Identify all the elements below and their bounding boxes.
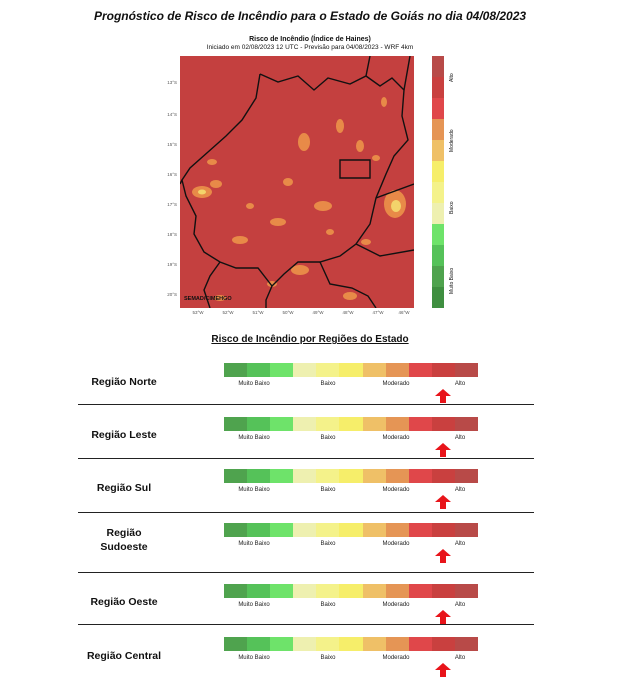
risk-scale-segment	[386, 637, 409, 651]
lon-label: 50°W	[282, 310, 294, 315]
risk-scale-segment	[293, 637, 316, 651]
risk-scale-segment	[455, 584, 478, 598]
risk-scale-segment	[409, 523, 432, 537]
region-row	[78, 578, 534, 625]
scale-label-moderado: Moderado	[382, 487, 410, 493]
risk-scale-segment	[455, 417, 478, 431]
map-credit: SEMAD/CIMEHGO	[184, 296, 232, 302]
level-arrow-icon	[435, 495, 451, 509]
risk-scale-segment	[316, 584, 339, 598]
lat-label: 16°S	[167, 172, 177, 177]
fire-risk-map	[160, 34, 460, 324]
risk-scale-segment	[386, 363, 409, 377]
region-row	[78, 466, 534, 513]
scale-label-muito-baixo: Muito Baixo	[238, 487, 270, 493]
risk-scale-segment	[224, 523, 247, 537]
risk-scale	[224, 417, 478, 431]
risk-scale-segment	[432, 523, 455, 537]
risk-scale-segment	[293, 584, 316, 598]
risk-scale-segment	[363, 363, 386, 377]
scale-label-baixo: Baixo	[320, 487, 336, 493]
colorbar	[432, 56, 444, 308]
risk-scale-segment	[432, 584, 455, 598]
colorbar-label: Baixo	[449, 201, 455, 214]
scale-label-baixo: Baixo	[320, 655, 336, 661]
colorbar-segment	[432, 245, 444, 266]
risk-scale-segment	[224, 417, 247, 431]
risk-scale-segment	[247, 363, 270, 377]
risk-scale-segment	[409, 584, 432, 598]
colorbar-segment	[432, 77, 444, 98]
map-subtitle: Iniciado em 02/08/2023 12 UTC - Previsão para 04/08/2023 - WRF 4km	[206, 44, 414, 51]
risk-scale-segment	[224, 363, 247, 377]
region-row	[78, 632, 534, 678]
scale-label-muito-baixo: Muito Baixo	[238, 381, 270, 387]
scale-label-alto: Alto	[454, 541, 466, 547]
risk-scale-segment	[270, 417, 293, 431]
scale-label-muito-baixo: Muito Baixo	[238, 541, 270, 547]
region-row	[78, 520, 534, 573]
region-row	[78, 412, 534, 459]
risk-scale-segment	[224, 637, 247, 651]
risk-scale-segment	[386, 523, 409, 537]
risk-scale-segment	[316, 363, 339, 377]
level-arrow-icon	[435, 610, 451, 624]
lon-label: 52°W	[222, 310, 234, 315]
scale-label-baixo: Baixo	[320, 602, 336, 608]
colorbar-segment	[432, 287, 444, 308]
scale-label-muito-baixo: Muito Baixo	[238, 435, 270, 441]
risk-scale-segment	[247, 523, 270, 537]
scale-label-moderado: Moderado	[382, 602, 410, 608]
colorbar-segment	[432, 140, 444, 161]
risk-scale-segment	[293, 417, 316, 431]
lat-label: 18°S	[167, 232, 177, 237]
risk-scale-segment	[363, 584, 386, 598]
risk-scale-segment	[455, 469, 478, 483]
scale-label-moderado: Moderado	[382, 655, 410, 661]
risk-scale-segment	[339, 637, 362, 651]
page-title: Prognóstico de Risco de Incêndio para o Estado de Goiás no dia 04/08/2023	[93, 9, 527, 23]
risk-scale-segment	[316, 469, 339, 483]
scale-label-muito-baixo: Muito Baixo	[238, 655, 270, 661]
scale-label-alto: Alto	[454, 487, 466, 493]
risk-scale-segment	[316, 637, 339, 651]
colorbar-segment	[432, 56, 444, 77]
lon-label: 47°W	[372, 310, 384, 315]
region-name: Região Sudoeste	[100, 527, 148, 553]
risk-scale-segment	[224, 584, 247, 598]
risk-scale-segment	[247, 584, 270, 598]
lon-label: 46°W	[398, 310, 410, 315]
risk-scale	[224, 584, 478, 598]
lon-label: 48°W	[342, 310, 354, 315]
risk-scale-segment	[455, 523, 478, 537]
risk-scale-segment	[432, 469, 455, 483]
scale-label-muito-baixo: Muito Baixo	[238, 602, 270, 608]
region-row	[78, 360, 534, 405]
risk-scale-segment	[386, 584, 409, 598]
risk-scale-segment	[247, 469, 270, 483]
colorbar-label: Muito Baixo	[449, 267, 455, 294]
colorbar-segment	[432, 98, 444, 119]
scale-label-baixo: Baixo	[320, 435, 336, 441]
lat-label: 13°S	[167, 80, 177, 85]
scale-label-moderado: Moderado	[382, 381, 410, 387]
risk-scale	[224, 637, 478, 651]
scale-label-moderado: Moderado	[382, 435, 410, 441]
scale-label-alto: Alto	[454, 435, 466, 441]
colorbar-label: Moderado	[449, 129, 455, 152]
scale-label-baixo: Baixo	[320, 541, 336, 547]
risk-scale-segment	[386, 469, 409, 483]
risk-scale-segment	[293, 523, 316, 537]
risk-scale-segment	[339, 469, 362, 483]
risk-scale-segment	[247, 417, 270, 431]
level-arrow-icon	[435, 389, 451, 403]
risk-scale-segment	[339, 417, 362, 431]
risk-scale-segment	[363, 523, 386, 537]
risk-scale-segment	[386, 417, 409, 431]
risk-scale-segment	[363, 469, 386, 483]
risk-scale	[224, 523, 478, 537]
risk-scale-segment	[363, 637, 386, 651]
risk-scale-segment	[409, 363, 432, 377]
lat-label: 14°S	[167, 112, 177, 117]
risk-scale-segment	[339, 584, 362, 598]
risk-scale-segment	[432, 637, 455, 651]
risk-scale-segment	[247, 637, 270, 651]
risk-scale-segment	[409, 637, 432, 651]
risk-scale-segment	[293, 363, 316, 377]
risk-scale-segment	[409, 417, 432, 431]
scale-label-baixo: Baixo	[320, 381, 336, 387]
risk-scale	[224, 363, 478, 377]
lat-label: 15°S	[167, 142, 177, 147]
map-plot	[180, 56, 414, 308]
scale-label-alto: Alto	[454, 602, 466, 608]
scale-label-moderado: Moderado	[382, 541, 410, 547]
risk-scale	[224, 469, 478, 483]
risk-scale-segment	[293, 469, 316, 483]
risk-scale-segment	[339, 523, 362, 537]
region-name: Região Leste	[91, 429, 157, 441]
risk-scale-segment	[316, 523, 339, 537]
lat-label: 20°S	[167, 292, 177, 297]
region-name: Região Central	[86, 650, 162, 662]
map-title: Risco de Incêndio (Índice de Haines)	[249, 36, 371, 43]
risk-scale-segment	[409, 469, 432, 483]
risk-scale-segment	[270, 363, 293, 377]
level-arrow-icon	[435, 549, 451, 563]
region-name: Região Norte	[91, 376, 157, 388]
risk-scale-segment	[363, 417, 386, 431]
colorbar-segment	[432, 161, 444, 182]
risk-scale-segment	[224, 469, 247, 483]
lat-label: 19°S	[167, 262, 177, 267]
level-arrow-icon	[435, 443, 451, 457]
risk-scale-segment	[432, 417, 455, 431]
colorbar-segment	[432, 203, 444, 224]
colorbar-segment	[432, 119, 444, 140]
risk-scale-segment	[455, 363, 478, 377]
risk-scale-segment	[270, 523, 293, 537]
risk-scale-segment	[270, 469, 293, 483]
risk-scale-segment	[270, 637, 293, 651]
risk-scale-segment	[270, 584, 293, 598]
lat-label: 17°S	[167, 202, 177, 207]
risk-scale-segment	[432, 363, 455, 377]
colorbar-segment	[432, 266, 444, 287]
risk-scale-segment	[339, 363, 362, 377]
risk-scale-segment	[455, 637, 478, 651]
scale-label-alto: Alto	[454, 381, 466, 387]
lon-label: 53°W	[192, 310, 204, 315]
colorbar-label: Alto	[449, 73, 455, 82]
region-name: Região Oeste	[90, 596, 158, 608]
level-arrow-icon	[435, 663, 451, 677]
scale-label-alto: Alto	[454, 655, 466, 661]
lon-label: 49°W	[312, 310, 324, 315]
colorbar-segment	[432, 224, 444, 245]
risk-scale-segment	[316, 417, 339, 431]
colorbar-segment	[432, 182, 444, 203]
region-name: Região Sul	[96, 482, 152, 494]
lon-label: 51°W	[252, 310, 264, 315]
regions-section-title: Risco de Incêndio por Regiões do Estado	[211, 334, 409, 345]
